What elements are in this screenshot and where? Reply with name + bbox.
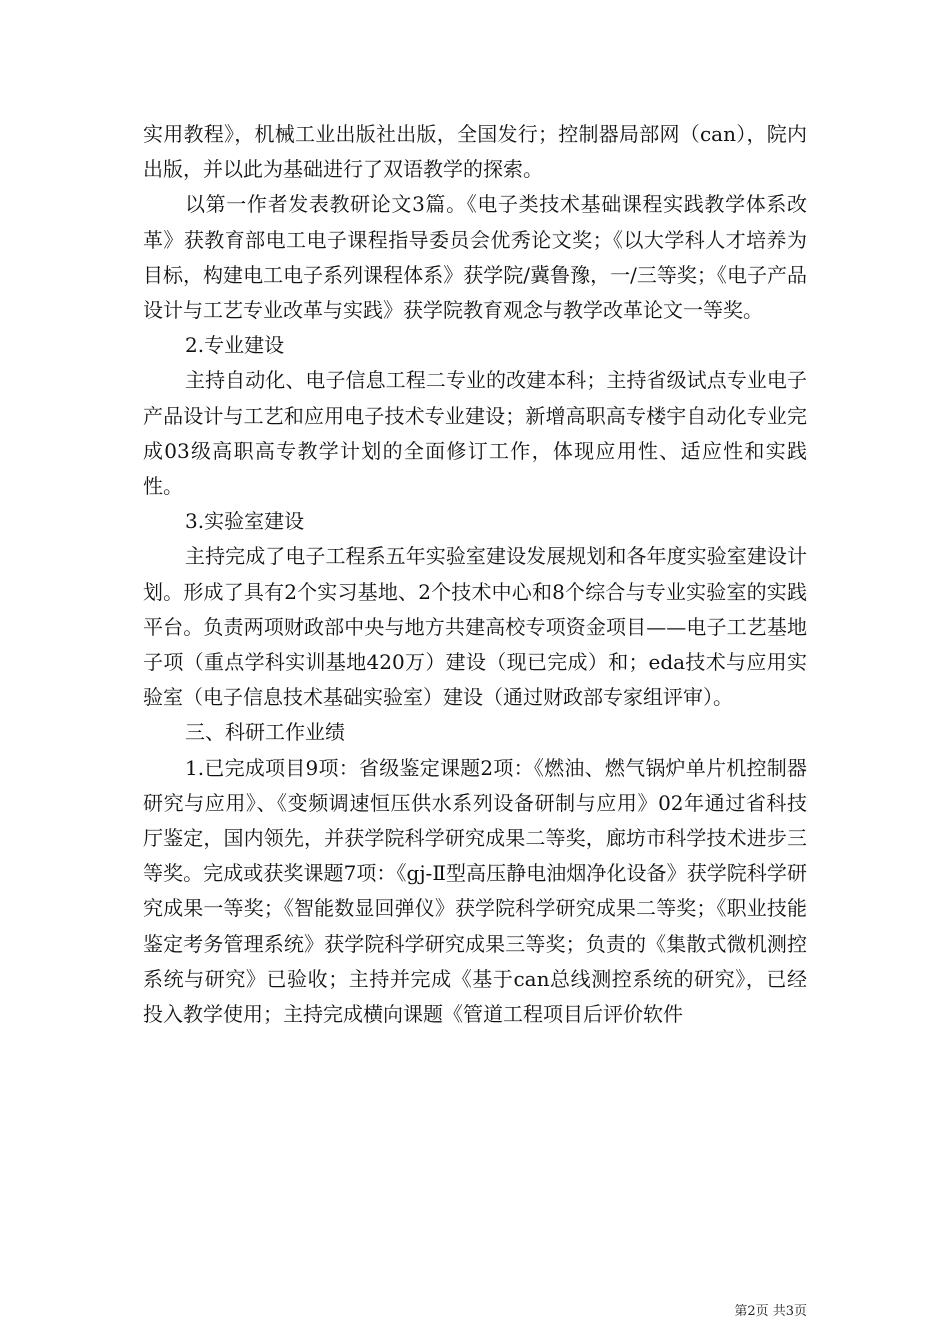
document-body [143,117,807,1032]
paragraph-research-projects: 1.已完成项目9项：省级鉴定课题2项：《燃油、燃气锅炉单片机控制器研究与应用》、《变频调速恒压供水系列设备研制与应用》02年通过省科技厅鉴定，国内领先，并获学院科学研究成果二等奖，廊坊市科学技术进步三等奖。完成或获奖课题7项：《gj-Ⅱ型高压静电油烟净化设备》获学院科学研究成果一等奖；《智能数显回弹仪》获学院科学研究成果二等奖；《职业技能鉴定考务管理系统》获学院科学研究成果三等奖；负责的《集散式微机测控系统与研究》已验收；主持并完成《基于can总线测控系统的研究》，已经投入教学使用；主持完成横向课题《管道工程项目后评价软件 [143,755,807,1027]
paragraph-textbook-continuation: 实用教程》，机械工业出版社出版，全国发行；控制器局部网（can），院内出版，并以此为基础进行了双语教学的探索。 [143,122,807,182]
paragraph-major-construction: 主持自动化、电子信息工程二专业的改建本科；主持省级试点专业电子产品设计与工艺和应用电子技术专业建设；新增高职高专楼宇自动化专业完成03级高职高专教学计划的全面修订工作，体现应用性、适应性和实践性。 [143,368,807,499]
heading-lab-construction: 3.实验室建设 [185,509,305,534]
heading-major-construction: 2.专业建设 [185,333,285,358]
heading-research-achievements: 三、科研工作业绩 [185,720,345,745]
paragraph-teaching-papers: 以第一作者发表教研论文3篇。《电子类技术基础课程实践教学体系改革》获教育部电工电子课程指导委员会优秀论文奖；《以大学科人才培养为目标，构建电工电子系列课程体系》获学院/冀鲁豫，一/三等奖；《电子产品设计与工艺专业改革与实践》获学院教育观念与教学改革论文一等奖。 [143,192,807,323]
page-number-footer: 第2页 共3页 [734,1304,807,1319]
paragraph-lab-construction: 主持完成了电子工程系五年实验室建设发展规划和各年度实验室建设计划。形成了具有2个实习基地、2个技术中心和8个综合与专业实验室的实践平台。负责两项财政部中央与地方共建高校专项资金项目——电子工艺基地子项（重点学科实训基地420万）建设（现已完成）和；eda技术与应用实验室（电子信息技术基础实验室）建设（通过财政部专家组评审）。 [143,544,807,710]
